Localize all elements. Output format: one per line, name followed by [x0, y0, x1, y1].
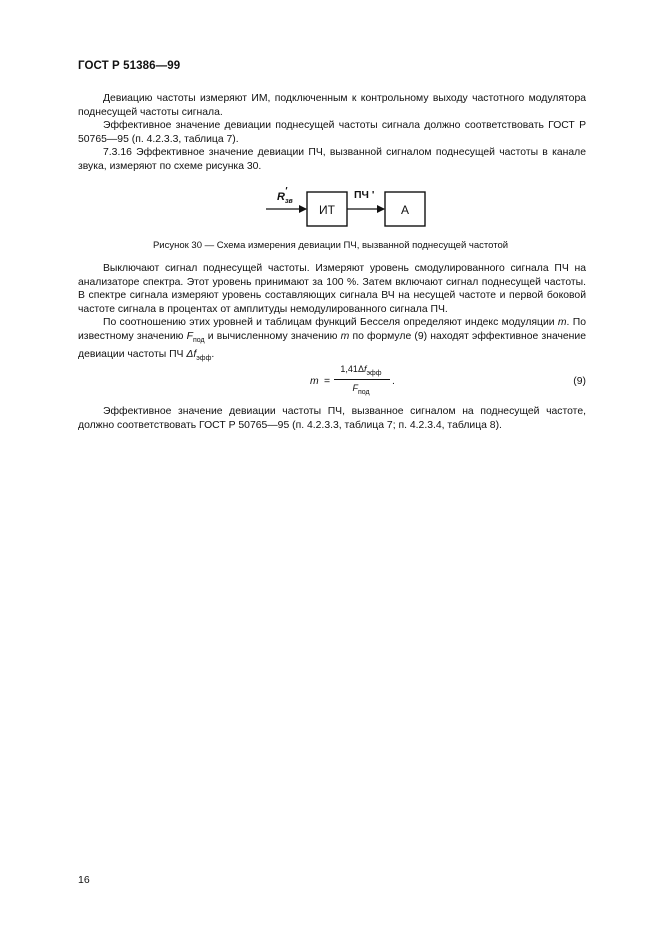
document-header: ГОСТ Р 51386—99 — [78, 60, 181, 72]
box-it-label: ИТ — [319, 203, 335, 217]
paragraph: По соотношению этих уровней и таблицам функций Бесселя определяют индекс модуляции m. По известному значению $F_{под}$ и вычисленному значению m по формуле (9) находят эффективное значение девиации частоты ПЧ $\Delta f_{эфф}$. — [78, 317, 587, 362]
fraction-bar — [334, 379, 390, 380]
formula-number: (9) — [573, 376, 586, 387]
formula-lhs: m — [310, 376, 319, 387]
text-block-intro — [78, 92, 586, 174]
text-block-procedure — [78, 262, 586, 365]
paragraph: Эффективное значение девиации частоты ПЧ, вызванное сигналом на поднесущей частоте, должно соответствовать ГОСТ Р 50765—95 (п. 4.2.3.3, таблица 7; п. 4.2.3.4, таблица 8). — [78, 406, 586, 431]
text-block-conclusion — [78, 405, 586, 432]
middle-label: ПЧ ' — [354, 189, 375, 201]
paragraph: 7.3.16 Эффективное значение девиации ПЧ, вызванной сигналом поднесущей частоты в канале звука, измеряют по схеме рисунка 30. — [78, 147, 586, 172]
input-label: $R_{зв}'$ — [277, 186, 293, 205]
formula-dot: . — [392, 376, 395, 387]
figure-30-diagram — [258, 186, 438, 230]
formula-fraction — [332, 361, 390, 399]
figure-caption: Рисунок 30 — Схема измерения девиации ПЧ, вызванной поднесущей частотой — [152, 240, 509, 251]
paragraph: Выключают сигнал поднесущей частоты. Измеряют уровень смодулированного сигнала ПЧ на анализаторе спектра. Этот уровень принимают за 100 %. Затем включают сигнал поднесущей частоты. В спектре сигнала измеряют уровень составляющих сигнала ВЧ на несущей частоте и первой боковой частоте сигнала в процентах от амплитуды немодулированного сигнала ПЧ. — [78, 263, 586, 315]
box-a-label: А — [400, 203, 410, 217]
paragraph: Девиацию частоты измеряют ИМ, подключенным к контрольному выходу частотного модулятора поднесущей частоты сигнала. — [78, 93, 586, 118]
formula-numerator: $1,41\Delta f_{эфф}$ — [340, 364, 382, 377]
paragraph: Эффективное значение девиации поднесущей частоты сигнала должно соответствовать ГОСТ Р 50765—95 (п. 4.2.3.3, таблица 7). — [78, 120, 586, 145]
page-number: 16 — [78, 874, 90, 886]
formula-equals: = — [324, 376, 331, 387]
formula-9 — [78, 361, 586, 401]
formula-denominator: $F_{под}$ — [352, 383, 370, 396]
